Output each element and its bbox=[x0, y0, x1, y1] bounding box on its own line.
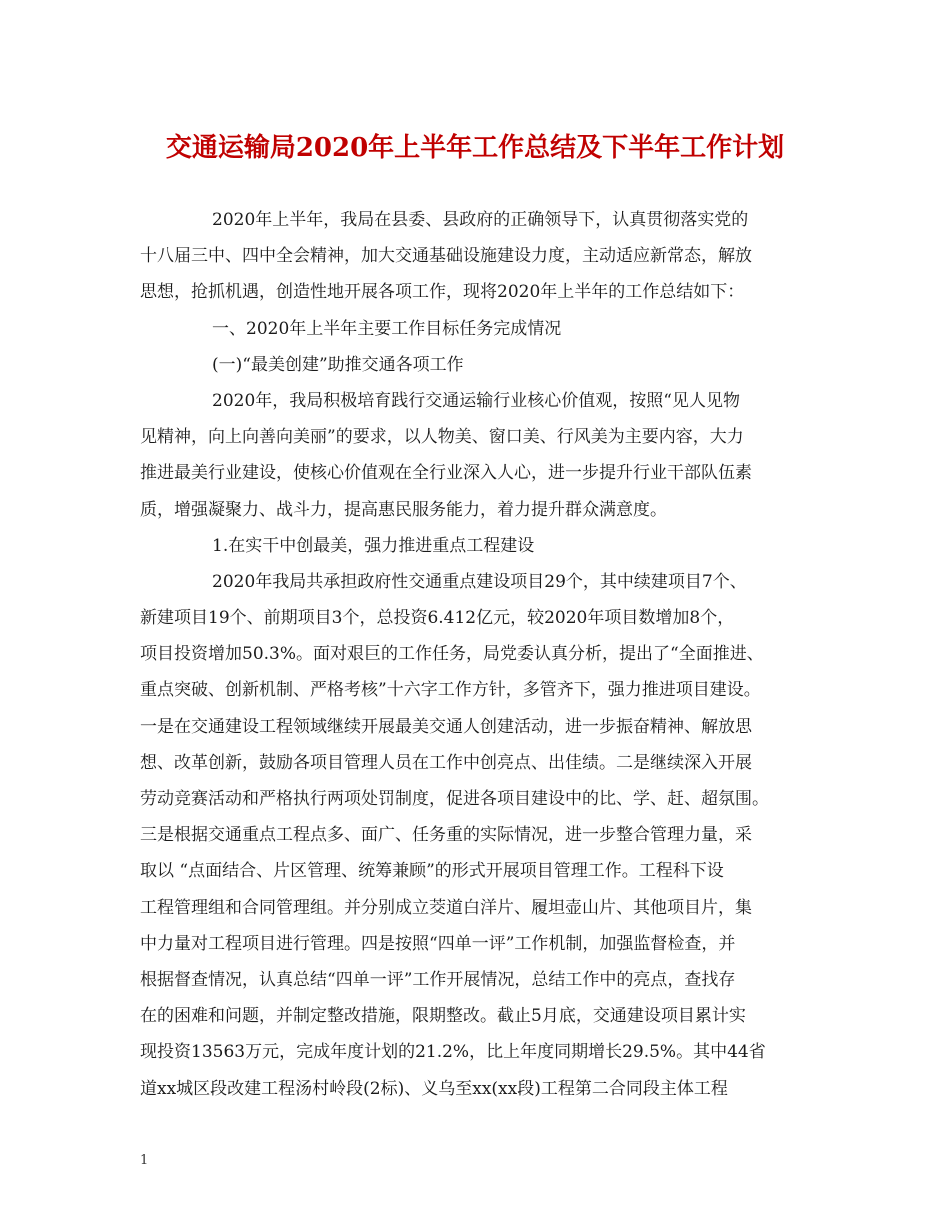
text-line: 推进最美行业建设，使核心价值观在全行业深入人心，进一步提升行业干部队伍素 bbox=[140, 463, 752, 484]
text-line: 道xx城区段改建工程汤村岭段(2标)、义乌至xx(xx段)工程第二合同段主体工程 bbox=[140, 1078, 728, 1099]
text-line: 2020年我局共承担政府性交通重点建设项目29个，其中续建项目7个、 bbox=[212, 571, 747, 592]
text-line: 现投资13563万元，完成年度计划的21.2%，比上年度同期增长29.5%。其中44省 bbox=[140, 1042, 766, 1063]
text-line: (一)“最美创建”助推交通各项工作 bbox=[212, 354, 464, 375]
text-line: 一是在交通建设工程领域继续开展最美交通人创建活动，进一步振奋精神、解放思 bbox=[140, 716, 752, 737]
text-line: 质，增强凝聚力、战斗力，提高惠民服务能力，着力提升群众满意度。 bbox=[140, 499, 667, 520]
text-line: 2020年，我局积极培育践行交通运输行业核心价值观，按照“见人见物 bbox=[212, 390, 740, 411]
text-line: 新建项目19个、前期项目3个，总投资6.412亿元，较2020年项目数增加8个， bbox=[140, 608, 735, 629]
document-body bbox=[140, 202, 820, 1107]
text-line: 2020年上半年，我局在县委、县政府的正确领导下，认真贯彻落实党的 bbox=[212, 210, 749, 230]
text-line: 十八届三中、四中全会精神，加大交通基础设施建设力度，主动适应新常态，解放 bbox=[140, 246, 752, 267]
text-line: 想、改革创新，鼓励各项目管理人员在工作中创亮点、出佳绩。二是继续深入开展 bbox=[140, 752, 752, 773]
text-line: 取以 “点面结合、片区管理、统筹兼顾”的形式开展项目管理工作。工程科下设 bbox=[140, 861, 724, 882]
text-line: 劳动竞赛活动和严格执行两项处罚制度，促进各项目建设中的比、学、赶、超氛围。 bbox=[140, 789, 769, 809]
text-line: 一、2020年上半年主要工作目标任务完成情况 bbox=[212, 318, 562, 339]
text-line: 项目投资增加50.3%。面对艰巨的工作任务，局党委认真分析，提出了“全面推进、 bbox=[140, 644, 764, 665]
text-line: 1.在实干中创最美，强力推进重点工程建设 bbox=[212, 535, 535, 556]
text-line: 思想，抢抓机遇，创造性地开展各项工作，现将2020年上半年的工作总结如下： bbox=[140, 282, 745, 303]
text-line: 三是根据交通重点工程点多、面广、任务重的实际情况，进一步整合管理力量，采 bbox=[140, 825, 752, 846]
text-line: 工程管理组和合同管理组。并分别成立茭道白洋片、履坦壶山片、其他项目片，集 bbox=[140, 897, 752, 918]
text-line: 见精神，向上向善向美丽”的要求，以人物美、窗口美、行风美为主要内容，大力 bbox=[140, 427, 744, 448]
text-line: 在的困难和问题，并制定整改措施，限期整改。截止5月底，交通建设项目累计实 bbox=[140, 1006, 746, 1027]
text-line: 根据督查情况，认真总结“四单一评”工作开展情况，总结工作中的亮点，查找存 bbox=[140, 969, 736, 990]
text-line: 中力量对工程项目进行管理。四是按照“四单一评”工作机制，加强监督检查，并 bbox=[140, 933, 736, 954]
page-number: 1 bbox=[140, 1153, 149, 1168]
document-title: 交通运输局2020年上半年工作总结及下半年工作计划 bbox=[165, 133, 785, 163]
text-line: 重点突破、创新机制、严格考核”十六字工作方针，多管齐下，强力推进项目建设。 bbox=[140, 680, 761, 701]
